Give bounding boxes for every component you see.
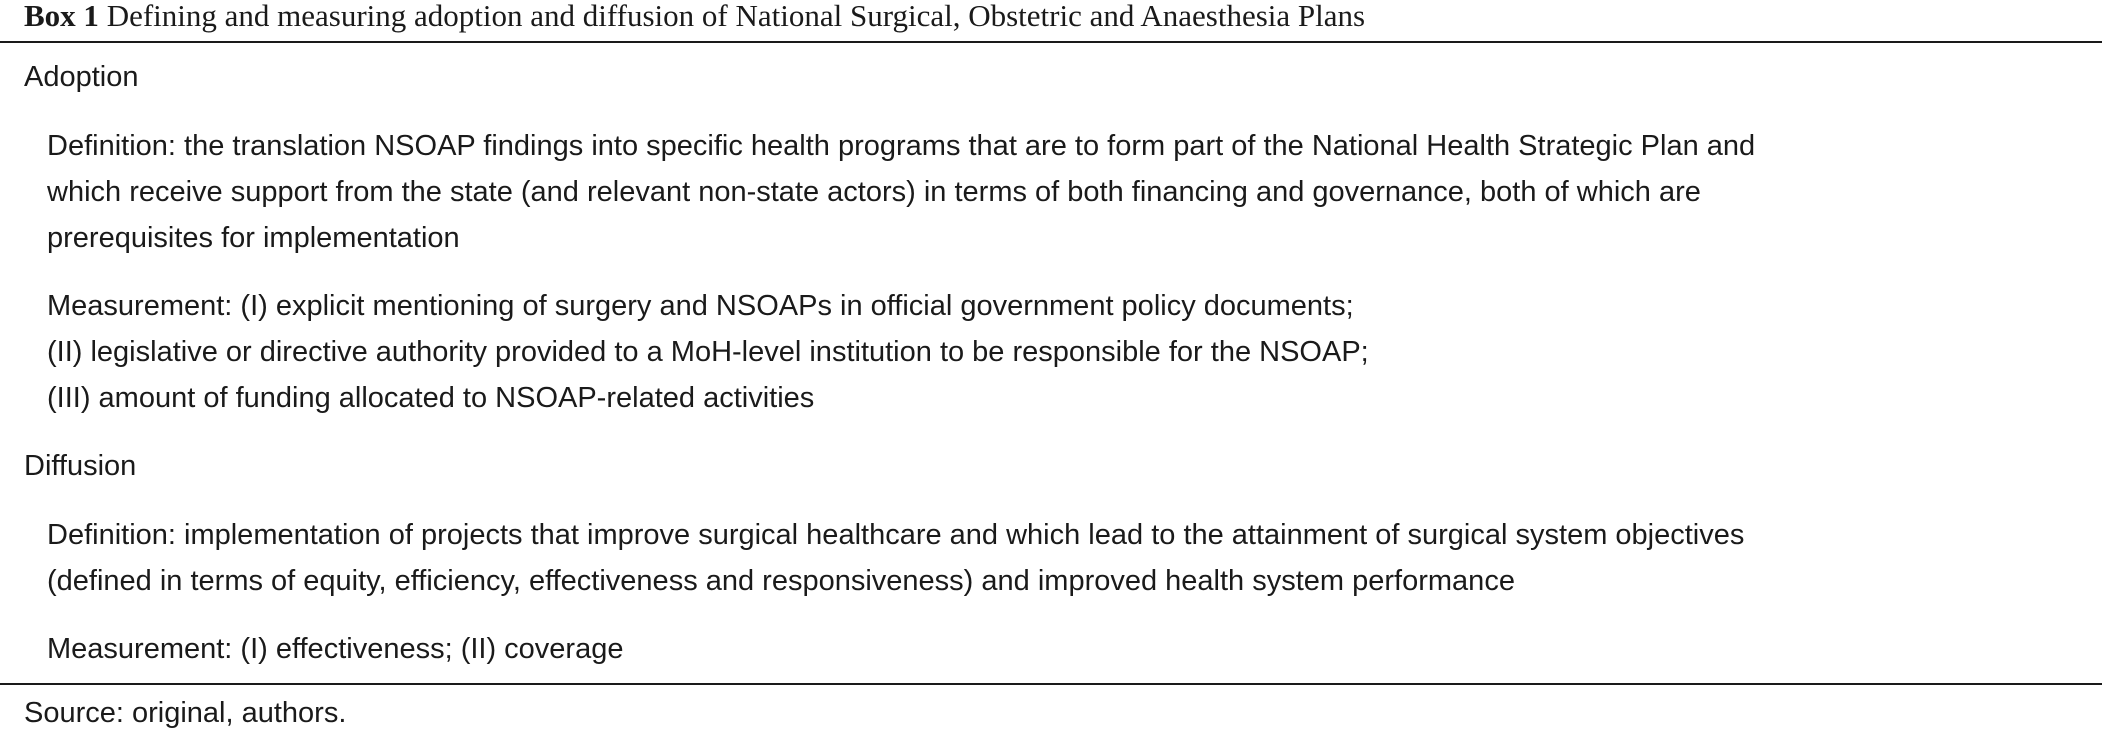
box-title-text: Defining and measuring adoption and diffusion of National Surgical, Obstetric and Anaesthesia Plans [106, 0, 1366, 33]
diffusion-measurement-line-1: Measurement: (I) effectiveness; (II) coverage [47, 633, 624, 665]
adoption-definition-line-3: prerequisites for implementation [47, 222, 460, 254]
section-heading-adoption: Adoption [24, 61, 139, 93]
diffusion-definition-line-1: Definition: implementation of projects that improve surgical healthcare and which lead to the attainment of surgical system objectives [47, 519, 1745, 551]
bottom-rule [0, 683, 2102, 685]
adoption-definition-line-2: which receive support from the state (and relevant non-state actors) in terms of both financing and governance, both of which are [47, 176, 1701, 208]
diffusion-definition-line-2: (defined in terms of equity, efficiency, effectiveness and responsiveness) and improved health system performance [47, 565, 1515, 597]
box-title [24, 0, 1365, 36]
top-rule [0, 41, 2102, 43]
box-label: Box 1 [24, 0, 99, 33]
section-heading-diffusion: Diffusion [24, 450, 137, 482]
adoption-measurement-line-2: (II) legislative or directive authority provided to a MoH-level institution to be responsible for the NSOAP; [47, 336, 1369, 368]
adoption-definition-line-1: Definition: the translation NSOAP findings into specific health programs that are to form part of the National Health Strategic Plan and [47, 130, 1756, 162]
adoption-measurement-line-1: Measurement: (I) explicit mentioning of surgery and NSOAPs in official government policy documents; [47, 290, 1354, 322]
adoption-measurement-line-3: (III) amount of funding allocated to NSOAP-related activities [47, 382, 815, 414]
source-note: Source: original, authors. [24, 697, 347, 729]
